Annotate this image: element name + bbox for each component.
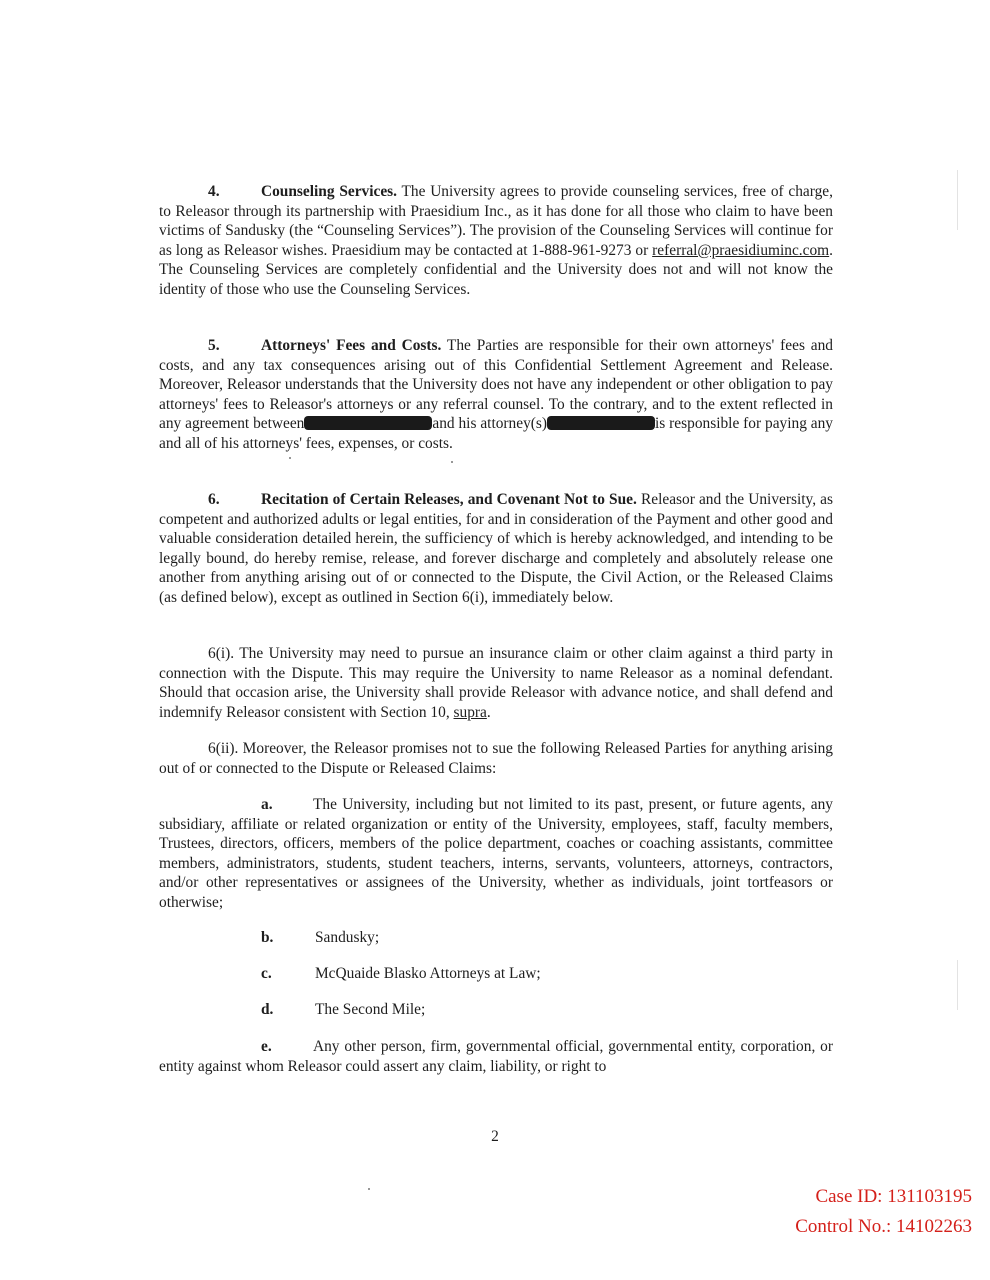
- scan-speck: [368, 1188, 370, 1190]
- list-item-a-text: The University, including but not limited to its past, present, or future agents, any subsidiary, affiliate or related organization or entity of the University, employees, staff, faculty members, Trustees, directors, officers, members of the police department, coaches or coaching assistants, committee members, administrators, students, student teachers, interns, servants, volunteers, attorneys, contractors, and/or other representatives or assignees of the University, whether as individuals, joint tortfeasors or otherwise;: [159, 796, 833, 911]
- section-5-number: 5.: [208, 337, 220, 354]
- section-6-number: 6.: [208, 491, 220, 508]
- section-4-text-end: . The Counseling Services are completely confidential and the University does not and will not know the identity of those who use the Counseling Services.: [159, 241, 833, 298]
- section-6i-number: 6(i).: [208, 645, 235, 662]
- section-6-text: Releasor and the University, as competent and authorized adults or legal entities, for and in consideration of the Payment and other good and valuable consideration detailed herein, the sufficiency of which is hereby acknowledged, and intending to be legally bound, do hereby remise, release, and forever discharge and completely and absolutely release one another from anything arising out of or connected to the Dispute, the Civil Action, or the Released Claims (as defined below), except as outlined in Section 6(i), immediately below.: [159, 491, 834, 606]
- section-6i-text-end: .: [486, 703, 491, 721]
- list-item-e-label: e.: [261, 1038, 272, 1055]
- list-item-a-label: a.: [261, 796, 273, 813]
- list-item-a: [159, 795, 833, 913]
- list-item-c-label: c.: [261, 965, 272, 982]
- redaction-bar: [547, 416, 655, 430]
- list-item-c: [261, 964, 541, 984]
- section-6ii-paragraph: [159, 739, 833, 778]
- list-item-d: [261, 1000, 425, 1020]
- section-5-text-3: is responsible for paying any and all of his attorneys' fees, expenses, or costs.: [159, 415, 834, 452]
- section-6ii-number: 6(ii).: [208, 740, 239, 757]
- section-6ii-text: Moreover, the Releasor promises not to sue the following Released Parties for anything arising out of or connected to the Dispute or Released Claims:: [159, 740, 833, 777]
- list-item-d-label: d.: [261, 1001, 274, 1018]
- section-6-heading: Recitation of Certain Releases, and Covenant Not to Sue.: [261, 491, 637, 508]
- section-5-text: The Parties are responsible for their own attorneys' fees and costs, and any tax consequences arising out of this Confidential Settlement Agreement and Release. Moreover, Releasor understands that the University does not have any independent or other obligation to pay attorneys' fees to Releasor's attorneys or any referral counsel. To the contrary, and to the extent reflected in any agreement between: [159, 337, 833, 433]
- scan-speck: [451, 461, 453, 463]
- list-item-e-text: Any other person, firm, governmental official, governmental entity, corporation, or entity against whom Releasor could assert any claim, liability, or right to: [159, 1038, 833, 1075]
- section-5-text-2: and his attorney(s): [432, 415, 548, 433]
- section-4-text: The University agrees to provide counseling services, free of charge, to Releasor through its partnership with Praesidium Inc., as it has done for all those who claim to have been victims of Sandusky (the “Counseling Services”). The provision of the Counseling Services will continue for as long as Releasor wishes. Praesidium may be contacted at 1-888-961-9273 or: [159, 183, 833, 259]
- redaction-bar: [304, 416, 432, 430]
- control-number-stamp: Control No.: 14102263: [795, 1216, 972, 1237]
- scan-edge-mark: [957, 960, 958, 1010]
- list-item-e: [159, 1037, 833, 1076]
- section-4-email-link[interactable]: referral@praesidiuminc.com: [652, 241, 830, 259]
- section-6-paragraph: [159, 490, 833, 608]
- section-4-paragraph: [159, 182, 833, 300]
- section-4-heading: Counseling Services.: [261, 183, 398, 200]
- section-6i-paragraph: [159, 644, 833, 722]
- case-id-stamp: Case ID: 131103195: [815, 1186, 972, 1207]
- list-item-c-text: McQuaide Blasko Attorneys at Law;: [315, 965, 541, 982]
- section-6i-supra: supra: [453, 703, 487, 721]
- section-6i-text: The University may need to pursue an insurance claim or other claim against a third party in connection with the Dispute. This may require the University to name Releasor as a nominal defendant. Should that occasion arise, the University shall provide Releasor with advance notice, and shall defend and indemnify Releasor consistent with Section 10,: [159, 645, 833, 721]
- list-item-b: [261, 928, 379, 948]
- page-number: 2: [491, 1128, 499, 1145]
- scan-speck: [289, 457, 291, 459]
- section-4-number: 4.: [208, 183, 220, 200]
- scan-edge-mark: [957, 170, 958, 230]
- section-5-heading: Attorneys' Fees and Costs.: [261, 337, 442, 354]
- list-item-b-text: Sandusky;: [315, 929, 380, 946]
- section-5-paragraph: [159, 336, 833, 454]
- list-item-b-label: b.: [261, 929, 274, 946]
- list-item-d-text: The Second Mile;: [315, 1001, 426, 1018]
